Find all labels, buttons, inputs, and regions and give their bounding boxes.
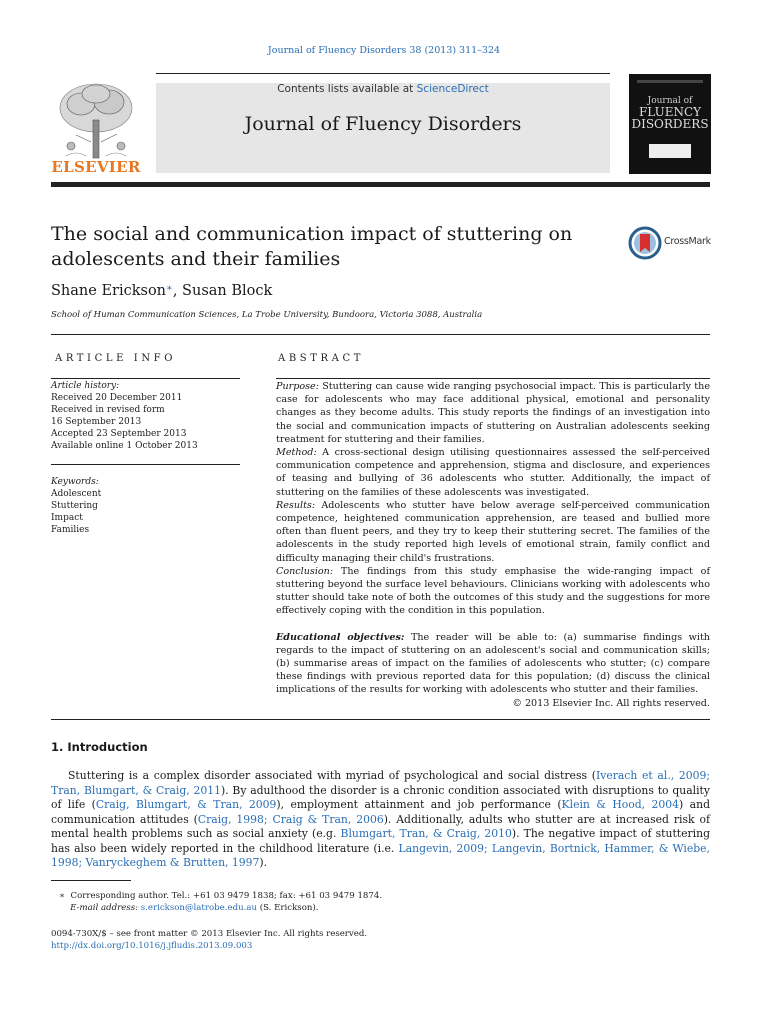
- method-text: A cross-sectional design utilising questionnaires assessed the self-perceived communication competence and apprehension, stigma and disclosure, and experiences of teasing and bullying of 36 adolescents who stutter. Additionally, the impact of stuttering on the families of these adolescents was investigated.: [276, 447, 710, 498]
- section-heading-introduction: 1. Introduction: [51, 740, 148, 754]
- keywords-label: Keywords:: [51, 477, 99, 487]
- intro-text: ) and communication attitudes (: [51, 798, 710, 826]
- history-label: Article history:: [51, 381, 120, 391]
- intro-text: Stuttering is a complex disorder associated with myriad of psychological and social distress (: [68, 769, 596, 782]
- history-item: 16 September 2013: [51, 417, 142, 427]
- history-item: Received 20 December 2011: [51, 393, 183, 403]
- citation-link[interactable]: Craig, 1998; Craig & Tran, 2006: [197, 812, 384, 826]
- sciencedirect-link[interactable]: ScienceDirect: [416, 83, 489, 95]
- article-history: [51, 380, 240, 452]
- title-rule: [51, 334, 710, 335]
- edu-text: The reader will be able to: (a) summarise findings with regards to the impact of stuttering on an adolescent's social and communication skills; (b) summarise areas of impact on the families of adolescents who stutter; (c) compare these findings with previous reported data for this population; (d) discuss the clinical implications of the results for working with adolescents who stutter and their families.: [276, 631, 710, 696]
- purpose-text: Stuttering can cause wide ranging psychosocial impact. This is particularly the case for adolescents who may face additional physical, emotional and personality changes as they become adults. This study reports the findings of an investigation into the social and communication impacts of stuttering on Australian adolescents seeking treatment for stuttering and their families.: [276, 381, 710, 445]
- citation-link[interactable]: Iverach et al., 2009; Tran, Blumgart, & Craig, 2011: [51, 769, 711, 797]
- intro-text: ).: [259, 856, 268, 869]
- corresponding-text: Corresponding author. Tel.: +61 03 9479 1838; fax: +61 03 9479 1874.: [70, 891, 383, 901]
- intro-text: ). Additionally, adults who stutter are at increased risk of mental health problems such as social anxiety (e.g.: [51, 812, 710, 840]
- abstract-body: [276, 380, 710, 710]
- educational-objectives: [276, 631, 710, 697]
- cover-line1: Journal of: [647, 96, 693, 106]
- purpose-label: Purpose:: [276, 381, 319, 392]
- publisher-logo-text: ELSEVIER: [51, 158, 141, 176]
- header-rule: [156, 73, 610, 74]
- email-note: [51, 902, 382, 914]
- tree-icon: [51, 80, 141, 160]
- citation-link[interactable]: Klein & Hood, 2004: [561, 798, 680, 811]
- author-separator: ,: [172, 283, 183, 299]
- title-line-1: The social and communication impact of stuttering on: [51, 223, 573, 245]
- contents-prefix: Contents lists available at: [277, 83, 417, 95]
- email-suffix: (S. Erickson).: [257, 903, 319, 913]
- keywords: [51, 476, 240, 536]
- issn-line: 0094-730X/$ – see front matter © 2013 Elsevier Inc. All rights reserved.: [51, 929, 368, 939]
- author-name[interactable]: Shane Erickson: [51, 283, 167, 299]
- affiliation: School of Human Communication Sciences, La Trobe University, Bundoora, Victoria 3088, Australia: [51, 310, 483, 320]
- keyword-item: Impact: [51, 513, 83, 523]
- email-label: E-mail address:: [70, 903, 138, 913]
- results-label: Results:: [276, 499, 316, 511]
- cover-line2: FLUENCY DISORDERS: [631, 105, 709, 131]
- citation-link[interactable]: Blumgart, Tran, & Craig, 2010: [340, 827, 512, 840]
- keyword-item: Families: [51, 525, 90, 535]
- info-rule-mid: [51, 464, 240, 465]
- intro-text: ), employment attainment and job performance (: [276, 798, 562, 811]
- header-thick-rule: [51, 182, 710, 187]
- introduction-paragraph: [51, 769, 710, 871]
- abstract-copyright: © 2013 Elsevier Inc. All rights reserved.: [512, 697, 710, 709]
- front-matter-meta: [51, 928, 367, 952]
- journal-citation[interactable]: Journal of Fluency Disorders 38 (2013) 311–324: [267, 45, 501, 56]
- keyword-item: Adolescent: [51, 489, 102, 499]
- history-item: Received in revised form: [51, 405, 165, 415]
- corresponding-author-note: [51, 890, 382, 902]
- intro-text: ). By adulthood the disorder is a chronic condition associated with disruptions to quality of life (: [51, 783, 710, 811]
- footnote-mark: ∗: [59, 891, 66, 901]
- contents-availability: [156, 83, 610, 95]
- title-line-2: adolescents and their families: [51, 248, 341, 270]
- cover-badge: [649, 144, 691, 158]
- conclusion-text: The findings from this study emphasise the wide-ranging impact of stuttering beyond the surface level behaviours. Clinicians working with adolescents who stutter should take note of both the outcomes of this study and the suggestions for more effectively coping with the condition in this population.: [276, 565, 710, 617]
- article-title: [51, 222, 611, 272]
- journal-title[interactable]: Journal of Fluency Disorders: [244, 113, 522, 135]
- abstract-rule-bottom: [51, 719, 710, 720]
- edu-label: Educational objectives:: [276, 631, 405, 643]
- citation-link[interactable]: Langevin, 2009; Langevin, Bortnick, Hammer, & Wiebe, 1998; Vanryckeghem & Brutten, 1997: [51, 841, 710, 869]
- cover-stripe: [637, 80, 703, 83]
- article-info-heading: ARTICLE INFO: [55, 353, 177, 364]
- method-label: Method:: [276, 447, 317, 459]
- footnote: [51, 890, 382, 914]
- keyword-item: Stuttering: [51, 501, 98, 511]
- conclusion-label: Conclusion:: [276, 565, 334, 577]
- intro-text: ). The negative impact of stuttering has also been widely reported in the childhood literature (i.e.: [51, 827, 710, 855]
- abstract-purpose: [276, 380, 710, 446]
- author-name[interactable]: Susan Block: [182, 283, 273, 299]
- history-item: Available online 1 October 2013: [51, 441, 198, 451]
- history-item: Accepted 23 September 2013: [51, 429, 187, 439]
- author-email-link[interactable]: s.erickson@latrobe.edu.au: [140, 903, 257, 913]
- corresponding-author-mark[interactable]: ∗: [166, 283, 173, 294]
- crossmark-label: CrossMark: [664, 236, 711, 247]
- doi-link[interactable]: http://dx.doi.org/10.1016/j.jfludis.2013.09.003: [51, 941, 253, 951]
- author-list: [51, 283, 272, 299]
- footnote-rule: [51, 880, 131, 881]
- journal-cover-image[interactable]: [629, 74, 711, 174]
- info-rule-top: [51, 378, 240, 379]
- abstract-heading: ABSTRACT: [278, 353, 364, 364]
- abstract-method: [276, 446, 710, 499]
- crossmark-icon: [628, 226, 662, 260]
- abstract-conclusion: [276, 565, 710, 618]
- abstract-results: [276, 499, 710, 565]
- results-text: Adolescents who stutter have below average self-perceived communication competence, heightened communication apprehension, are teased and bullied more often than fluent peers, and they try to keep their stuttering secret. The families of the adolescents in the study reported high levels of emotional strain, family conflict and difficulty managing their child's frustrations.: [276, 499, 710, 564]
- abstract-rule-top: [276, 378, 710, 379]
- citation-link[interactable]: Craig, Blumgart, & Tran, 2009: [95, 798, 277, 811]
